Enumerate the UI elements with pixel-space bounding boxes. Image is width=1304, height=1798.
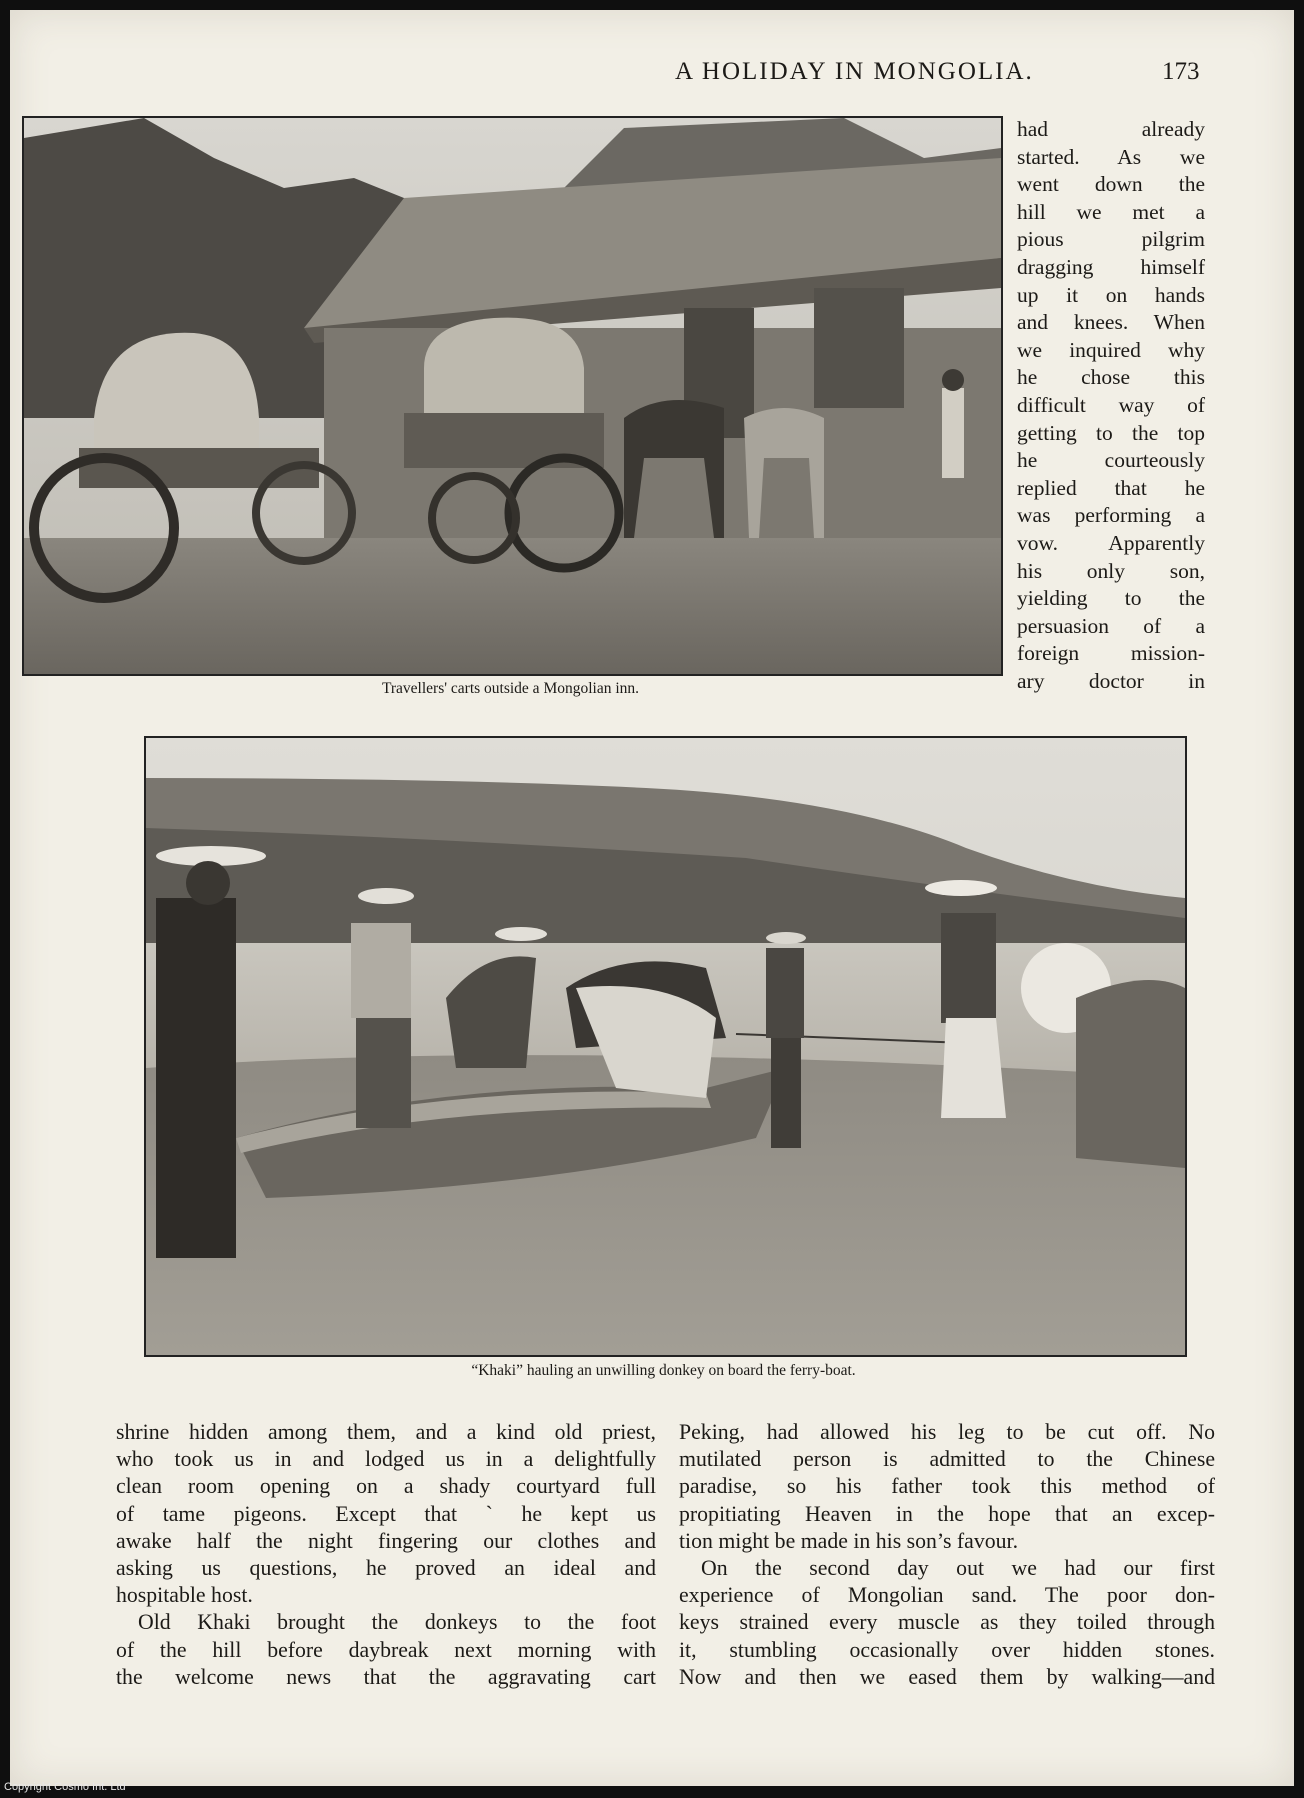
text-line: dragging himself — [1017, 254, 1205, 279]
photo-donkey-ferry-boat-image — [146, 738, 1185, 1355]
right-text-column — [679, 1419, 1215, 1691]
text-line: keys strained every muscle as they toiled through — [679, 1610, 1215, 1635]
text-line: had already — [1017, 117, 1205, 141]
text-line: experience of Mongolian sand. The poor don- — [679, 1583, 1215, 1608]
text-line: his only son, — [1017, 558, 1205, 583]
text-line: we inquired why — [1017, 337, 1205, 362]
text-line: of the hill before daybreak next morning with — [116, 1637, 656, 1662]
text-line: yielding to the — [1017, 586, 1205, 611]
text-line: tion might be made in his son’s favour. — [679, 1528, 1019, 1553]
text-line: replied that he — [1017, 475, 1205, 500]
text-line: asking us questions, he proved an ideal and — [116, 1555, 656, 1580]
text-line: paradise, so his father took this method of — [679, 1474, 1215, 1499]
text-line: Old Khaki brought the donkeys to the foot — [138, 1610, 656, 1635]
text-line: awake half the night fingering our clothes and — [116, 1528, 656, 1553]
figure-1-caption: Travellers' carts outside a Mongolian inn. — [381, 680, 640, 697]
text-line: he courteously — [1017, 448, 1205, 473]
text-line: mutilated person is admitted to the Chinese — [679, 1447, 1215, 1472]
text-line: hospitable host. — [116, 1583, 253, 1608]
text-line: propitiating Heaven in the hope that an excep- — [679, 1501, 1215, 1526]
text-line: shrine hidden among them, and a kind old priest, — [116, 1420, 656, 1444]
page-number: 173 — [1162, 58, 1200, 85]
side-text-column — [1017, 116, 1205, 695]
figure-2-caption: “Khaki” hauling an unwilling donkey on board the ferry-boat. — [471, 1362, 856, 1379]
photo-carts-outside-inn — [22, 116, 1003, 676]
text-line: he chose this — [1017, 365, 1205, 390]
text-line: persuasion of a — [1017, 613, 1205, 638]
text-line: Now and then we eased them by walking—and — [679, 1664, 1215, 1689]
text-line: the welcome news that the aggravating cart — [116, 1664, 656, 1689]
text-line: hill we met a — [1017, 199, 1205, 224]
magazine-page — [10, 10, 1294, 1786]
text-line: Peking, had allowed his leg to be cut off. No — [679, 1420, 1215, 1444]
text-line: up it on hands — [1017, 282, 1205, 307]
photo-donkey-ferry-boat — [144, 736, 1187, 1357]
text-line: ary doctor in — [1017, 668, 1205, 693]
left-text-column — [116, 1419, 656, 1691]
text-line: difficult way of — [1017, 392, 1205, 417]
text-line: clean room opening on a shady courtyard full — [116, 1474, 656, 1499]
text-line: was performing a — [1017, 503, 1205, 528]
text-line: started. As we — [1017, 144, 1205, 169]
text-line: foreign mission- — [1017, 641, 1205, 666]
text-line: of tame pigeons. Except that ` he kept us — [116, 1501, 656, 1526]
text-line: pious pilgrim — [1017, 227, 1205, 252]
text-line: it, stumbling occasionally over hidden stones. — [679, 1637, 1215, 1662]
text-line: who took us in and lodged us in a delightfully — [116, 1447, 656, 1472]
copyright-notice: Copyright Cosmo Int. Ltd — [4, 1781, 126, 1793]
text-line: and knees. When — [1017, 310, 1205, 335]
text-line: getting to the top — [1017, 420, 1205, 445]
text-line: On the second day out we had our first — [701, 1555, 1215, 1580]
running-title: A HOLIDAY IN MONGOLIA. — [675, 58, 1034, 85]
photo-carts-outside-inn-image — [24, 118, 1001, 674]
text-line: went down the — [1017, 172, 1205, 197]
text-line: vow. Apparently — [1017, 530, 1205, 555]
